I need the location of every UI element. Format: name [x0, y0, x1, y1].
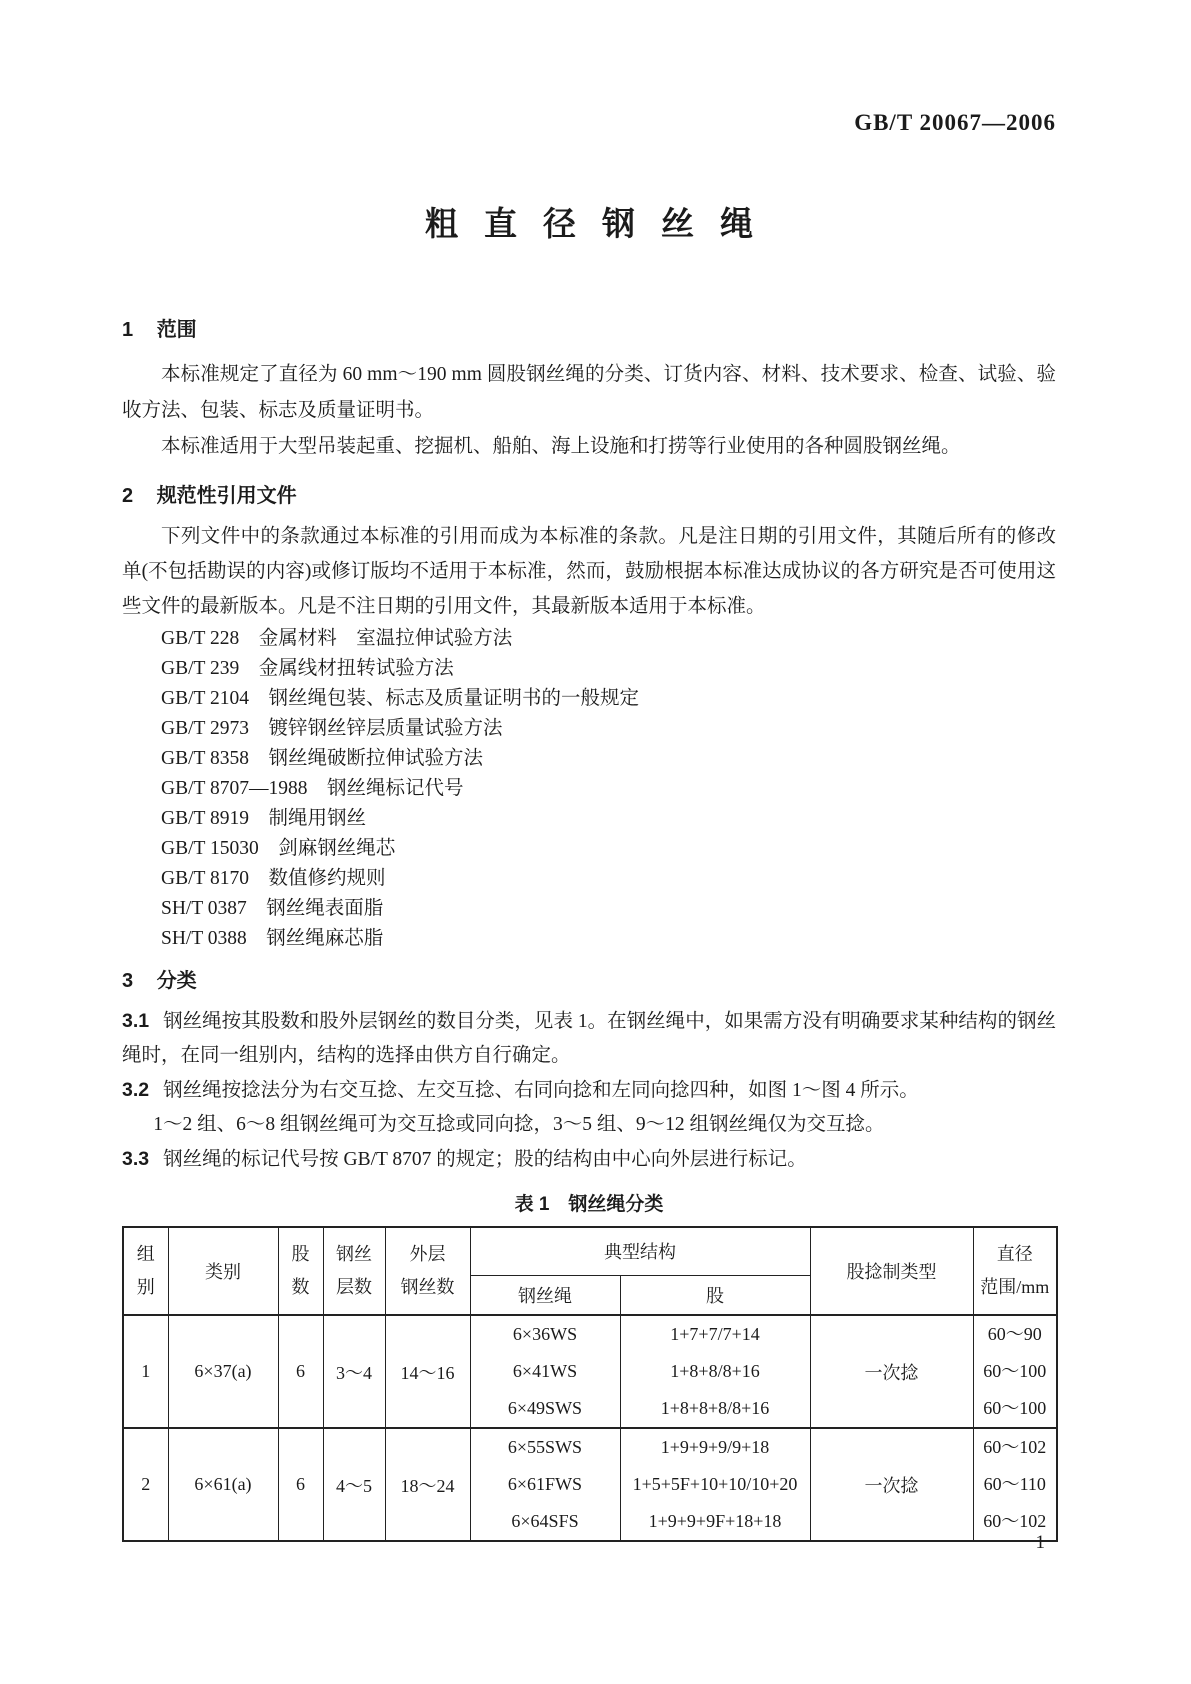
clause-3-3-number: 3.3 — [122, 1148, 150, 1170]
clause-3-2-number: 3.2 — [122, 1079, 150, 1101]
cell-wire-layers: 4～5 — [323, 1428, 385, 1541]
cell-ropes: 6×36WS 6×41WS 6×49SWS — [470, 1315, 620, 1428]
cell-group: 2 — [123, 1428, 168, 1541]
reference-item: GB/T 228 金属材料 室温拉伸试验方法 — [161, 628, 513, 649]
references-intro: 下列文件中的条款通过本标准的引用而成为本标准的条款。凡是注日期的引用文件，其随后所有的修改单(不包括勘误的内容)或修订版均不适用于本标准，然而，鼓励根据本标准达成协议的各方研究是否可使用这些文件的最新版本。凡是不注日期的引用文件，其最新版本适用于本标准。 — [122, 526, 1056, 617]
clause-3-2 — [122, 1073, 1056, 1108]
cell-category: 6×37(a) — [168, 1315, 278, 1428]
col-header-group: 组 别 — [123, 1227, 168, 1315]
clause-3-1-text: 钢丝绳按其股数和股外层钢丝的数目分类，见表 1。在钢丝绳中，如果需方没有明确要求某种结构的钢丝绳时，在同一组别内，结构的选择由供方自行确定。 — [122, 1011, 1056, 1066]
clause-3-1 — [122, 1004, 1056, 1073]
col-header-category: 类别 — [168, 1227, 278, 1315]
col-header-strand: 股 — [620, 1275, 810, 1315]
col-header-outer-wires: 外层 钢丝数 — [385, 1227, 470, 1315]
section-scope — [122, 315, 1056, 465]
col-header-wire-layers: 钢丝 层数 — [323, 1227, 385, 1315]
section-2-number: 2 — [122, 485, 134, 507]
col-header-diameter: 直径 范围/mm — [973, 1227, 1057, 1315]
table-caption: 表 1 钢丝绳分类 — [514, 1194, 664, 1215]
cell-outer-wires: 14～16 — [385, 1315, 470, 1428]
reference-item: GB/T 2973 镀锌钢丝锌层质量试验方法 — [161, 718, 503, 739]
section-2-heading — [122, 481, 1056, 511]
section-1-title: 范围 — [156, 319, 197, 341]
doc-title: 粗直径钢丝绳 — [425, 207, 779, 243]
table-row — [123, 1428, 1057, 1541]
section-1-heading — [122, 315, 1056, 345]
cell-strands: 1+7+7/7+14 1+8+8/8+16 1+8+8+8/8+16 — [620, 1315, 810, 1428]
col-header-typical-structure: 典型结构 — [470, 1227, 810, 1275]
reference-item: GB/T 2104 钢丝绳包装、标志及质量证明书的一般规定 — [161, 688, 639, 709]
section-classification — [122, 966, 1056, 1177]
classification-table — [122, 1226, 1058, 1542]
cell-wire-layers: 3～4 — [323, 1315, 385, 1428]
clause-3-3 — [122, 1142, 1056, 1177]
reference-item: GB/T 15030 剑麻钢丝绳芯 — [161, 838, 396, 859]
reference-item: GB/T 8919 制绳用钢丝 — [161, 808, 366, 829]
reference-item: GB/T 8170 数值修约规则 — [161, 868, 386, 889]
page-number: 1 — [1035, 1532, 1045, 1553]
cell-diameters: 60～102 60～110 60～102 — [973, 1428, 1057, 1541]
clause-3-2-note: 1～2 组、6～8 组钢丝绳可为交互捻或同向捻，3～5 组、9～12 组钢丝绳仅为交互捻。 — [153, 1114, 885, 1135]
reference-item: GB/T 239 金属线材扭转试验方法 — [161, 658, 454, 679]
section-1-number: 1 — [122, 319, 134, 341]
scope-paragraph-1: 本标准规定了直径为 60 mm～190 mm 圆股钢丝绳的分类、订货内容、材料、技术要求、检查、试验、验收方法、包装、标志及质量证明书。 — [122, 364, 1056, 421]
reference-item: SH/T 0388 钢丝绳麻芯脂 — [161, 928, 384, 949]
section-3-number: 3 — [122, 970, 134, 992]
scope-paragraph-2: 本标准适用于大型吊装起重、挖掘机、船舶、海上设施和打捞等行业使用的各种圆股钢丝绳。 — [161, 436, 961, 457]
cell-diameters: 60～90 60～100 60～100 — [973, 1315, 1057, 1428]
reference-item: SH/T 0387 钢丝绳表面脂 — [161, 898, 384, 919]
table-row — [123, 1315, 1057, 1428]
section-2-title: 规范性引用文件 — [156, 485, 297, 507]
cell-lay-type: 一次捻 — [810, 1428, 973, 1541]
doc-code: GB/T 20067—2006 — [854, 110, 1056, 135]
cell-group: 1 — [123, 1315, 168, 1428]
col-header-strand-count: 股 数 — [278, 1227, 323, 1315]
section-3-heading — [122, 966, 1056, 996]
clause-3-2-text: 钢丝绳按捻法分为右交互捻、左交互捻、右同向捻和左同向捻四种，如图 1～图 4 所示。 — [163, 1080, 919, 1101]
section-normative-references — [122, 481, 1056, 954]
col-header-rope: 钢丝绳 — [470, 1275, 620, 1315]
cell-strands: 1+9+9+9/9+18 1+5+5F+10+10/10+20 1+9+9+9F+18+18 — [620, 1428, 810, 1541]
reference-list — [161, 624, 1056, 954]
clause-3-3-text: 钢丝绳的标记代号按 GB/T 8707 的规定；股的结构由中心向外层进行标记。 — [163, 1149, 807, 1170]
cell-strand-count: 6 — [278, 1315, 323, 1428]
cell-strand-count: 6 — [278, 1428, 323, 1541]
col-header-lay-type: 股捻制类型 — [810, 1227, 973, 1315]
cell-ropes: 6×55SWS 6×61FWS 6×64SFS — [470, 1428, 620, 1541]
cell-lay-type: 一次捻 — [810, 1315, 973, 1428]
reference-item: GB/T 8358 钢丝绳破断拉伸试验方法 — [161, 748, 483, 769]
cell-category: 6×61(a) — [168, 1428, 278, 1541]
clause-3-1-number: 3.1 — [122, 1010, 150, 1032]
cell-outer-wires: 18～24 — [385, 1428, 470, 1541]
section-3-title: 分类 — [156, 970, 197, 992]
reference-item: GB/T 8707—1988 钢丝绳标记代号 — [161, 778, 464, 799]
